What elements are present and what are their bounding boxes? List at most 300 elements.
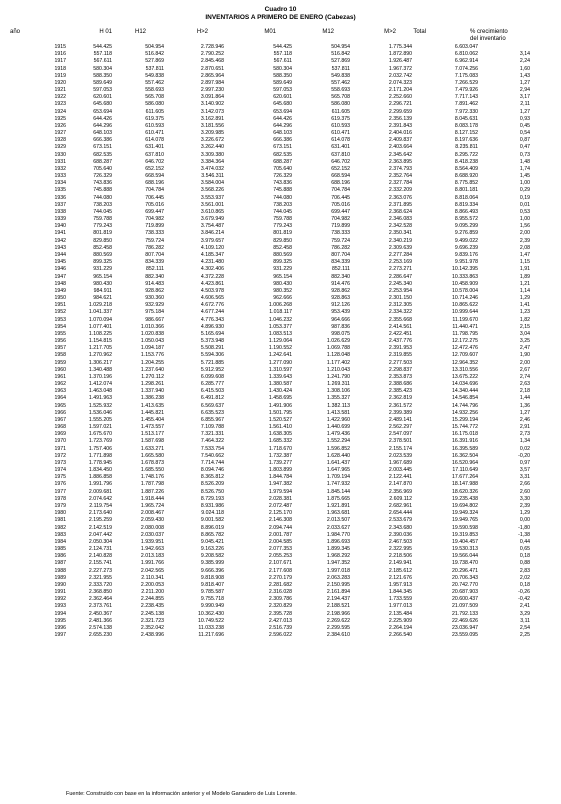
- year-cell: 1918: [54, 65, 66, 72]
- h12-cell: 1.942.663: [140, 546, 164, 553]
- growth-cell: 0,87: [519, 137, 530, 144]
- h2-cell: 3.754.487: [200, 223, 224, 230]
- growth-cell: 1,27: [519, 409, 530, 416]
- total-cell: 8.418.238: [454, 158, 478, 165]
- table-row: [0, 266, 561, 273]
- year-cell: 1985: [54, 546, 66, 553]
- h12-cell: 1.445.821: [140, 409, 164, 416]
- m12-cell: 704.784: [331, 187, 350, 194]
- growth-cell: 1,14: [519, 287, 530, 294]
- h01-cell: 2.009.681: [88, 488, 112, 495]
- h2-cell: 9.755.718: [200, 596, 224, 603]
- m01-cell: 2.125.170: [268, 510, 292, 517]
- m2-cell: 2.437.776: [388, 338, 412, 345]
- m01-cell: 1.380.587: [268, 381, 292, 388]
- h2-cell: 3.679.949: [200, 216, 224, 223]
- m2-cell: 2.147.870: [388, 481, 412, 488]
- h12-cell: 1.918.444: [140, 495, 164, 502]
- growth-cell: 3,25: [519, 338, 530, 345]
- growth-cell: 0,44: [519, 538, 530, 545]
- m2-cell: 2.356.139: [388, 115, 412, 122]
- year-cell: 1921: [54, 87, 66, 94]
- m2-cell: 2.218.506: [388, 553, 412, 560]
- m12-cell: 2.299.595: [326, 624, 350, 631]
- header-h01: H 01: [99, 29, 112, 35]
- h01-cell: 673.151: [93, 144, 112, 151]
- m01-cell: 589.649: [273, 79, 292, 86]
- m12-cell: 631.401: [331, 144, 350, 151]
- m2-cell: 2.343.680: [388, 524, 412, 531]
- m01-cell: 682.535: [273, 151, 292, 158]
- growth-cell: 2,83: [519, 567, 530, 574]
- m12-cell: 688.196: [331, 180, 350, 187]
- table-row: [0, 618, 561, 625]
- h2-cell: 3.561.001: [200, 201, 224, 208]
- total-cell: 15.744.772: [452, 424, 478, 431]
- table-row: [0, 503, 561, 510]
- h12-cell: 1.455.404: [140, 416, 164, 423]
- h2-cell: 2.997.230: [200, 87, 224, 94]
- h12-cell: 2.110.341: [141, 574, 164, 581]
- total-cell: 8.866.493: [454, 208, 478, 215]
- h2-cell: 5.165.694: [200, 330, 224, 337]
- m01-cell: 2.004.585: [268, 538, 292, 545]
- m12-cell: 928.863: [331, 295, 350, 302]
- total-cell: 19.235.438: [452, 495, 478, 502]
- m01-cell: 829.850: [273, 237, 292, 244]
- growth-cell: 2,41: [519, 603, 530, 610]
- m12-cell: 565.708: [331, 94, 350, 101]
- h12-cell: 668.594: [145, 173, 164, 180]
- m01-cell: 1.190.552: [268, 345, 292, 352]
- h12-cell: 738.333: [145, 230, 164, 237]
- m01-cell: 759.788: [273, 216, 292, 223]
- h2-cell: 3.846.214: [200, 230, 224, 237]
- m12-cell: 610.593: [331, 122, 350, 129]
- year-cell: 1943: [54, 244, 66, 251]
- m2-cell: 2.371.895: [388, 201, 412, 208]
- m12-cell: 1.968.292: [326, 553, 350, 560]
- table-row: [0, 51, 561, 58]
- h2-cell: 3.568.226: [200, 187, 224, 194]
- table-row: [0, 395, 561, 402]
- m12-cell: 719.899: [331, 223, 350, 230]
- table-row: [0, 381, 561, 388]
- total-cell: 12.172.275: [452, 338, 478, 345]
- h12-cell: 558.693: [145, 87, 164, 94]
- h01-cell: 1.370.196: [88, 373, 112, 380]
- m01-cell: 2.395.728: [268, 610, 292, 617]
- total-cell: 8.688.920: [454, 173, 478, 180]
- total-cell: 21.097.509: [452, 603, 478, 610]
- m12-cell: 2.194.437: [326, 596, 350, 603]
- h2-cell: 5.594.306: [200, 352, 224, 359]
- h2-cell: 9.990.949: [200, 603, 224, 610]
- m12-cell: 611.605: [331, 108, 350, 115]
- table-row: [0, 159, 561, 166]
- h2-cell: 4.231.480: [200, 259, 224, 266]
- m12-cell: 704.982: [331, 216, 350, 223]
- h01-cell: 589.649: [93, 79, 112, 86]
- growth-cell: -1,38: [518, 531, 530, 538]
- table-row: [0, 510, 561, 517]
- h01-cell: 588.350: [93, 72, 112, 79]
- m01-cell: 744.045: [273, 208, 292, 215]
- h2-cell: 5.721.885: [200, 359, 224, 366]
- growth-cell: 2,94: [519, 87, 530, 94]
- total-cell: 14.340.444: [452, 388, 478, 395]
- h2-cell: 3.181.556: [200, 122, 224, 129]
- total-cell: 7.891.462: [454, 101, 478, 108]
- table-row: [0, 417, 561, 424]
- year-cell: 1968: [54, 424, 66, 431]
- table-row: [0, 173, 561, 180]
- total-cell: 8.083.178: [454, 122, 478, 129]
- m12-cell: 1.921.891: [326, 503, 350, 509]
- h12-cell: 1.204.255: [140, 359, 164, 366]
- m2-cell: 2.149.941: [388, 560, 412, 567]
- total-cell: 20.600.437: [452, 596, 478, 603]
- year-cell: 1986: [54, 553, 66, 560]
- h12-cell: 1.094.187: [140, 345, 164, 352]
- m2-cell: 1.967.689: [388, 459, 412, 466]
- h01-cell: 2.124.731: [88, 546, 112, 553]
- m12-cell: 610.471: [331, 130, 350, 137]
- m2-cell: 2.391.953: [388, 345, 412, 352]
- h01-cell: 644.296: [93, 122, 112, 129]
- m2-cell: 2.032.742: [388, 72, 412, 79]
- growth-cell: -0,20: [518, 452, 530, 459]
- growth-cell: 1,47: [519, 251, 530, 258]
- growth-cell: 1,74: [519, 165, 530, 172]
- total-cell: 12.472.476: [452, 345, 478, 352]
- m01-cell: 965.154: [273, 273, 292, 280]
- h12-cell: 504.954: [145, 44, 164, 50]
- table-row: [0, 374, 561, 381]
- year-cell: 1976: [54, 481, 66, 488]
- table-row: [0, 352, 561, 359]
- h2-cell: 3.553.937: [200, 194, 224, 201]
- m01-cell: 801.819: [273, 230, 292, 237]
- year-cell: 1937: [54, 201, 66, 208]
- m01-cell: 1.018.117: [269, 309, 292, 316]
- year-cell: 1962: [54, 381, 66, 388]
- h01-cell: 682.535: [93, 151, 112, 158]
- m2-cell: 2.533.679: [388, 517, 412, 524]
- h01-cell: 620.601: [93, 94, 112, 101]
- m12-cell: 1.596.852: [326, 445, 350, 452]
- total-cell: 19.738.470: [452, 560, 478, 567]
- m01-cell: 2.072.487: [268, 503, 292, 509]
- h01-cell: 2.481.366: [88, 617, 112, 624]
- h2-cell: 9.024.118: [201, 510, 224, 517]
- h01-cell: 1.675.670: [88, 431, 112, 438]
- table-row: [0, 73, 561, 80]
- table-row: [0, 166, 561, 173]
- m01-cell: 597.053: [273, 87, 292, 94]
- table-row: [0, 388, 561, 395]
- table-row: [0, 517, 561, 524]
- h01-cell: 1.991.796: [88, 481, 112, 488]
- h2-cell: 4.423.861: [200, 280, 224, 287]
- table-row: [0, 625, 561, 632]
- year-cell: 1991: [54, 589, 66, 596]
- m2-cell: 2.273.271: [388, 266, 412, 273]
- total-cell: 19.694.802: [452, 503, 478, 509]
- m01-cell: 557.118: [273, 51, 292, 58]
- m01-cell: 2.107.671: [268, 560, 292, 567]
- m2-cell: 1.977.013: [388, 603, 412, 610]
- h2-cell: 9.001.582: [200, 517, 224, 524]
- header-m2: M>2: [384, 29, 396, 35]
- m01-cell: 2.316.028: [268, 589, 292, 596]
- year-cell: 1934: [54, 180, 66, 187]
- h2-cell: 6.415.503: [200, 388, 224, 395]
- growth-cell: 2,63: [519, 381, 530, 388]
- h12-cell: 2.238.435: [140, 603, 164, 610]
- m01-cell: 1.491.906: [268, 402, 292, 409]
- year-cell: 1956: [54, 338, 66, 345]
- m2-cell: 2.345.642: [388, 151, 412, 158]
- h2-cell: 4.302.406: [200, 266, 224, 273]
- m2-cell: 2.342.528: [388, 223, 412, 230]
- table-row: [0, 539, 561, 546]
- m01-cell: 1.739.277: [268, 459, 292, 466]
- year-cell: 1947: [54, 273, 66, 280]
- table-row: [0, 582, 561, 589]
- total-cell: 10.999.644: [452, 309, 478, 316]
- h12-cell: 2.211.200: [141, 589, 164, 596]
- growth-cell: 2,18: [519, 388, 530, 395]
- h01-cell: 1.491.963: [88, 395, 112, 402]
- growth-cell: 2,66: [519, 481, 530, 488]
- m01-cell: 2.309.786: [268, 596, 292, 603]
- m2-cell: 2.319.855: [388, 352, 412, 359]
- table-row: [0, 424, 561, 431]
- growth-cell: 1,48: [519, 158, 530, 165]
- year-cell: 1981: [54, 517, 66, 524]
- h2-cell: 6.635.523: [200, 409, 224, 416]
- h12-cell: 611.605: [145, 108, 164, 115]
- year-cell: 1993: [54, 603, 66, 610]
- h01-cell: 931.229: [93, 266, 112, 273]
- table-row: [0, 603, 561, 610]
- h12-cell: 586.080: [145, 101, 164, 108]
- year-cell: 1997: [54, 632, 66, 639]
- m01-cell: 544.425: [273, 44, 292, 50]
- total-cell: 6.962.914: [454, 58, 478, 65]
- h2-cell: 8.094.746: [200, 467, 224, 474]
- m12-cell: 1.747.932: [326, 481, 350, 488]
- m12-cell: 516.842: [331, 51, 350, 58]
- total-cell: 6.603.047: [454, 44, 478, 50]
- m12-cell: 786.282: [331, 244, 350, 251]
- total-cell: 13.675.222: [452, 373, 478, 380]
- h2-cell: 9.818.407: [200, 581, 224, 588]
- h2-cell: 9.785.587: [200, 589, 224, 596]
- table-row: [0, 66, 561, 73]
- table-row: [0, 187, 561, 194]
- m12-cell: 699.447: [331, 208, 350, 215]
- h2-cell: 3.309.380: [200, 151, 224, 158]
- table-row: [0, 252, 561, 259]
- table-row: [0, 109, 561, 116]
- h12-cell: 2.008.467: [140, 510, 164, 517]
- h2-cell: 8.896.019: [200, 524, 224, 531]
- h2-cell: 3.546.311: [201, 173, 224, 180]
- m12-cell: 882.340: [331, 273, 350, 280]
- table-row: [0, 525, 561, 532]
- m2-cell: 2.277.284: [388, 251, 412, 258]
- header-total: Total: [413, 29, 426, 35]
- total-cell: 7.717.143: [454, 94, 478, 101]
- growth-cell: 2,73: [519, 431, 530, 438]
- h2-cell: 9.163.226: [200, 546, 224, 553]
- table-row: [0, 438, 561, 445]
- h12-cell: 1.020.838: [140, 330, 164, 337]
- table-row: [0, 274, 561, 281]
- total-cell: 19.530.313: [452, 546, 478, 553]
- m01-cell: 1.803.899: [268, 467, 292, 474]
- h12-cell: 1.050.043: [140, 338, 164, 345]
- m12-cell: 1.440.699: [326, 424, 350, 431]
- m12-cell: 557.462: [331, 79, 350, 86]
- h01-cell: 2.050.304: [88, 538, 112, 545]
- m01-cell: 644.296: [273, 122, 292, 129]
- h12-cell: 1.939.951: [140, 538, 164, 545]
- h01-cell: 980.430: [93, 280, 112, 287]
- h2-cell: 8.931.986: [200, 503, 224, 509]
- m2-cell: 2.135.484: [388, 610, 412, 617]
- growth-cell: -0,26: [518, 589, 530, 596]
- year-cell: 1982: [54, 524, 66, 531]
- growth-cell: 0,47: [519, 144, 530, 151]
- m01-cell: 962.666: [273, 295, 292, 302]
- year-cell: 1949: [54, 287, 66, 294]
- m2-cell: 2.155.174: [388, 445, 412, 452]
- h2-cell: 7.540.662: [200, 452, 224, 459]
- table-row: [0, 245, 561, 252]
- h2-cell: 9.818.908: [200, 574, 224, 581]
- m12-cell: 1.308.106: [326, 388, 350, 395]
- year-cell: 1973: [54, 459, 66, 466]
- h12-cell: 1.413.635: [140, 402, 164, 409]
- growth-cell: 3,29: [519, 610, 530, 617]
- h2-cell: 10.749.522: [198, 617, 224, 624]
- growth-cell: 2,02: [519, 574, 530, 581]
- total-cell: 9.839.176: [454, 251, 478, 258]
- year-cell: 1992: [54, 596, 66, 603]
- h2-cell: 6.491.812: [200, 395, 224, 402]
- total-cell: 22.469.626: [452, 617, 478, 624]
- h01-cell: 744.080: [93, 194, 112, 201]
- year-cell: 1975: [54, 474, 66, 481]
- m01-cell: 745.888: [273, 187, 292, 194]
- year-cell: 1958: [54, 352, 66, 359]
- growth-cell: 2,11: [520, 101, 530, 108]
- table-row: [0, 589, 561, 596]
- h12-cell: 1.787.798: [140, 481, 164, 488]
- h01-cell: 1.525.932: [88, 402, 112, 409]
- h01-cell: 779.243: [93, 223, 112, 230]
- total-cell: 16.391.916: [452, 438, 478, 445]
- h2-cell: 4.185.347: [200, 251, 224, 258]
- m12-cell: 1.241.790: [326, 373, 350, 380]
- m2-cell: 2.334.322: [388, 309, 412, 316]
- h01-cell: 666.386: [93, 137, 112, 144]
- h2-cell: 8.365.812: [200, 474, 224, 481]
- h01-cell: 645.680: [93, 101, 112, 108]
- table-row: [0, 94, 561, 101]
- m01-cell: 2.146.308: [268, 517, 292, 524]
- h2-cell: 3.262.440: [200, 144, 224, 151]
- h01-cell: 2.047.442: [88, 531, 112, 538]
- table-row: [0, 302, 561, 309]
- h12-cell: 928.862: [145, 287, 164, 294]
- h01-cell: 984.621: [93, 295, 112, 302]
- m12-cell: 1.997.018: [326, 567, 350, 574]
- growth-cell: -1,80: [518, 524, 530, 531]
- h12-cell: 516.842: [145, 51, 164, 58]
- m01-cell: 744.080: [273, 194, 292, 201]
- h2-cell: 5.912.952: [200, 366, 224, 373]
- table-row: [0, 431, 561, 438]
- m01-cell: 726.329: [273, 173, 292, 180]
- h2-cell: 4.606.565: [200, 295, 224, 302]
- h2-cell: 3.584.004: [200, 180, 224, 187]
- total-cell: 8.819.334: [454, 201, 478, 208]
- m2-cell: 2.403.664: [388, 144, 412, 151]
- h2-cell: 7.714.744: [200, 459, 224, 466]
- growth-cell: 2,24: [519, 58, 530, 65]
- m01-cell: 1.520.527: [268, 416, 292, 423]
- h01-cell: 1.757.406: [88, 445, 112, 452]
- m2-cell: 2.309.639: [388, 244, 412, 251]
- m01-cell: 1.430.424: [268, 388, 292, 395]
- growth-cell: 0,18: [519, 553, 530, 560]
- year-cell: 1938: [54, 208, 66, 215]
- h12-cell: 986.667: [145, 316, 164, 323]
- table-row: [0, 367, 561, 374]
- year-cell: 1987: [54, 560, 66, 567]
- h12-cell: 549.838: [145, 72, 164, 79]
- h2-cell: 11.217.696: [198, 632, 224, 639]
- h2-cell: 3.226.672: [200, 137, 224, 144]
- h2-cell: 7.109.788: [200, 424, 224, 431]
- h2-cell: 2.790.252: [200, 51, 224, 58]
- h12-cell: 706.445: [145, 194, 164, 201]
- h12-cell: 1.965.724: [140, 503, 164, 509]
- total-cell: 10.458.909: [452, 280, 478, 287]
- h12-cell: 1.887.226: [140, 488, 164, 495]
- h12-cell: 2.438.996: [140, 632, 164, 639]
- m12-cell: 1.984.770: [326, 531, 350, 538]
- table-row: [0, 195, 561, 202]
- header-growth-line2: del inventario: [470, 36, 506, 42]
- year-cell: 1970: [54, 438, 66, 445]
- table-row: [0, 58, 561, 65]
- year-cell: 1919: [54, 72, 66, 79]
- m12-cell: 586.080: [331, 101, 350, 108]
- year-cell: 1930: [54, 151, 66, 158]
- m01-cell: 2.028.381: [268, 495, 292, 502]
- m01-cell: 580.304: [273, 65, 292, 72]
- table-row: [0, 238, 561, 245]
- h12-cell: 786.282: [145, 244, 164, 251]
- m2-cell: 2.355.668: [388, 316, 412, 323]
- m12-cell: 2.033.627: [326, 524, 350, 531]
- total-cell: 14.932.256: [452, 409, 478, 416]
